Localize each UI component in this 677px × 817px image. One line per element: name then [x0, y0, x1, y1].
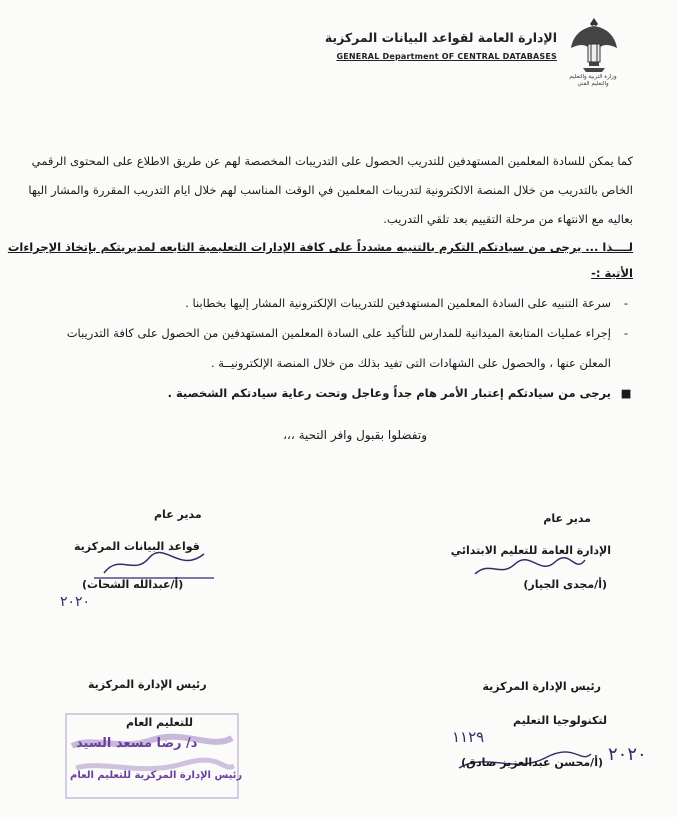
signature-title: رئيس الإدارة المركزية [482, 680, 601, 693]
signature-name: (أ/عبدالله الشحات) [82, 578, 184, 591]
list-item-text: يرجى من سيادتكم إعتبار الأمر هام جداً وعاجل وتحت رعاية سيادتكم الشخصية . [167, 386, 611, 400]
stamp-title: رئيس الإدارة المركزية للتعليم العام [70, 770, 243, 781]
signature-title: رئيس الإدارة المركزية [88, 678, 207, 691]
closing-salutation: وتفضلوا بقبول وافر التحية ،،، [283, 428, 427, 442]
organization-arabic-name: الإدارة العامة لقواعد البيانات المركزية [324, 30, 557, 45]
handwritten-reference: ١١٢٩ [452, 728, 485, 746]
dash-bullet: - [623, 326, 629, 340]
list-item [33, 386, 633, 400]
handwritten-date: ٢٠٢٠ [608, 744, 647, 765]
signature-department: الإدارة العامة للتعليم الابتدائي [450, 544, 611, 557]
list-item [33, 296, 633, 310]
stamp-name: د/ رضا مسعد السيد [76, 736, 198, 751]
paragraph-line: بعاليه مع الانتهاء من مرحلة التقييم بعد تلقي التدريب. [383, 212, 633, 226]
signature-department: للتعليم العام [126, 716, 194, 729]
list-item-text: سرعة التنبيه على السادة المعلمين المستهدفين للتدريبات الإلكترونية المشار إليها بخطابنا . [185, 296, 611, 310]
official-stamp [62, 706, 242, 802]
handwritten-date: ٢٠٢٠ [60, 594, 91, 610]
signature-department: لتكنولوجيا التعليم [512, 714, 607, 727]
dash-bullet: - [623, 296, 629, 310]
paragraph-line: الخاص بالتدريب من خلال المنصة الالكترونية لتدريبات المعلمين في الوقت المناسب لهم خلال ايام التدريب المقررة والمشار اليها [28, 183, 633, 197]
letterhead [319, 12, 619, 92]
signature-title: مدير عام [154, 508, 202, 521]
signature-title: مدير عام [543, 512, 591, 525]
signature-name: (أ/مجدى الجيار) [523, 578, 607, 591]
paragraph-line: لــــذا ... يرجى من سيادتكم التكرم بالتنبيه مشدداً على كافة الإدارات التعليمية التابعه لمديريتكم بإتخاذ الإجراءات [7, 240, 633, 254]
paragraph-line: كما يمكن للسادة المعلمين المستهدفين للتدريب الحصول على التدريبات المخصصة لهم عن طريق الاطلاع على المحتوى الرقمي [31, 154, 633, 168]
paragraph-line: الأتية :- [591, 266, 633, 280]
list-item-text: إجراء عمليات المتابعة الميدانية للمدارس للتأكيد على السادة المعلمين المستهدفين من الحصول على كافة التدريبات [66, 326, 611, 340]
organization-english-name: GENERAL Department OF CENTRAL DATABASES [336, 52, 557, 61]
paragraph-line: المعلن عنها ، والحصول على الشهادات التى تفيد بذلك من خلال المنصة الإلكترونيــة . [210, 356, 611, 370]
signature-department: قواعد البيانات المركزية [74, 540, 200, 553]
square-bullet: ■ [620, 386, 632, 400]
signature-name: (أ/محسن عبدالعزيز صادق) [461, 756, 603, 769]
list-item [33, 326, 633, 340]
ministry-name: وزارة التربية والتعليم والتعليم الفني [569, 74, 617, 87]
